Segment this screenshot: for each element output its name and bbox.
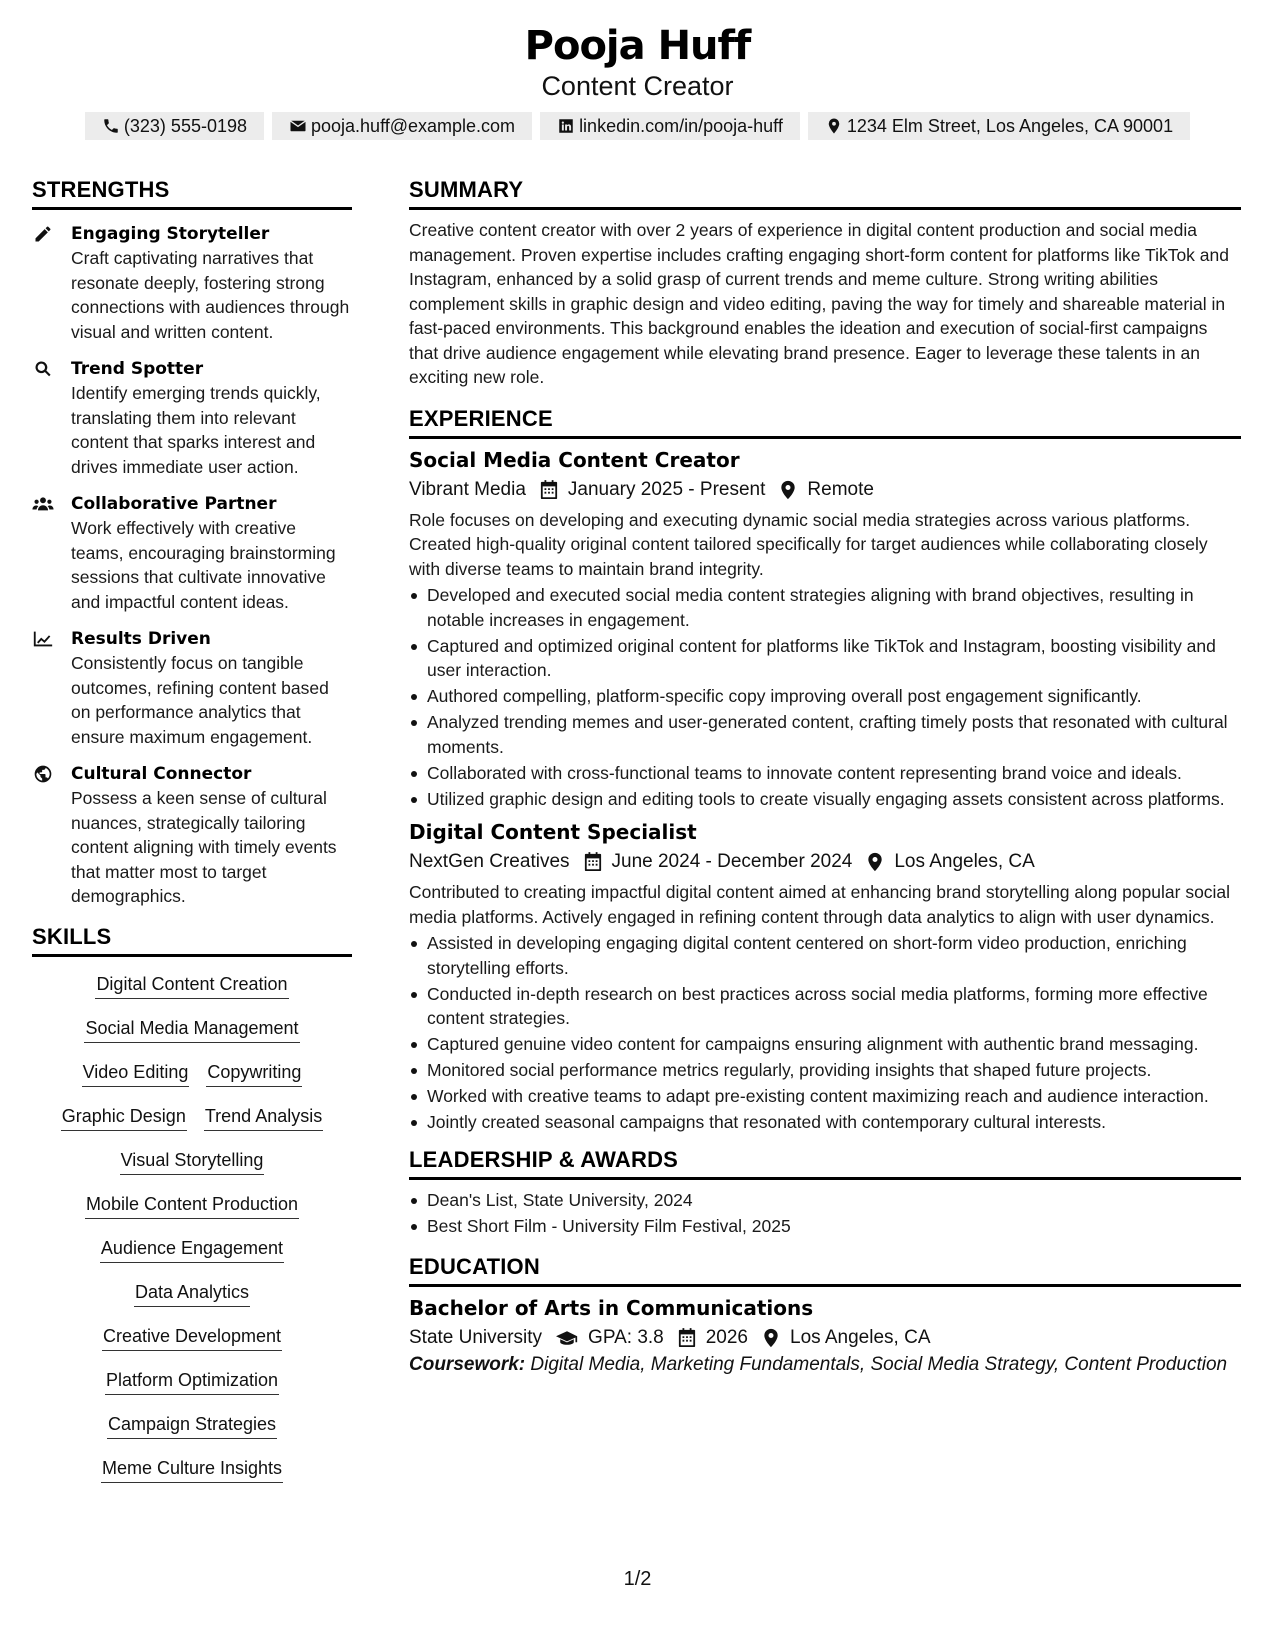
skill-tag: Data Analytics bbox=[134, 1278, 250, 1307]
strength-desc: Craft captivating narratives that resonate deeply, fostering strong connections with audiences through visual and written content. bbox=[71, 248, 350, 342]
magnifier-icon bbox=[32, 359, 54, 379]
job-description: Contributed to creating impactful digital content aimed at enhancing brand storytelling along popular social media platforms. Actively engaged in refining content through data analytics to align with user dynamics. bbox=[409, 882, 1231, 927]
skill-row bbox=[101, 1454, 283, 1483]
education-location: Los Angeles, CA bbox=[790, 1327, 931, 1348]
right-column bbox=[409, 175, 1241, 1377]
graduation-cap-icon bbox=[556, 1328, 578, 1348]
skill-tag: Mobile Content Production bbox=[85, 1190, 299, 1219]
skill-tag: Audience Engagement bbox=[100, 1234, 284, 1263]
leadership-heading: LEADERSHIP & AWARDS bbox=[409, 1145, 1241, 1180]
award-item: Dean's List, State University, 2024 bbox=[409, 1188, 1241, 1213]
strength-title: Trend Spotter bbox=[71, 359, 204, 379]
strengths-list bbox=[32, 222, 352, 909]
job-meta bbox=[409, 475, 1241, 505]
skill-tag: Digital Content Creation bbox=[95, 970, 288, 999]
experience-heading: EXPERIENCE bbox=[409, 404, 1241, 439]
linkedin-text: linkedin.com/in/pooja-huff bbox=[579, 115, 783, 136]
candidate-title: Content Creator bbox=[541, 71, 734, 101]
strength-desc: Work effectively with creative teams, encouraging brainstorming sessions that cultivate innovative and impactful content ideas. bbox=[71, 518, 336, 612]
contact-bar bbox=[0, 112, 1275, 140]
contact-address[interactable] bbox=[808, 112, 1190, 140]
summary-heading: SUMMARY bbox=[409, 175, 1241, 210]
skill-row bbox=[84, 1014, 299, 1043]
map-pin-icon bbox=[825, 117, 843, 135]
bullet-item: Conducted in-depth research on best practices across social media platforms, forming more effective content strategies. bbox=[409, 982, 1241, 1031]
skills-heading: SKILLS bbox=[32, 922, 352, 957]
bullet-item: Analyzed trending memes and user-generated content, crafting timely posts that resonated with cultural moments. bbox=[409, 710, 1241, 759]
email-text: pooja.huff@example.com bbox=[311, 115, 516, 136]
strength-item bbox=[32, 357, 352, 479]
summary-text: Creative content creator with over 2 years of experience in digital content production and social media management. Proven expertise includes crafting engaging short-form content for platforms like TikTok and Instagram, enhanced by a solid grasp of current trends and meme culture. Strong writing abilities complement skills in graphic design and video editing, paving the way for timely and shareable material in fast-paced environments. This background enables the ideation and execution of social-first campaigns that drive audience engagement while elevating brand presence. Eager to leverage these talents in an exciting new role. bbox=[409, 220, 1229, 387]
strength-item bbox=[32, 222, 352, 344]
bullet-item: Assisted in developing engaging digital content centered on short-form video production, enriching storytelling efforts. bbox=[409, 931, 1241, 980]
job-company: Vibrant Media bbox=[409, 478, 526, 500]
coursework-list: Digital Media, Marketing Fundamentals, Social Media Strategy, Content Production bbox=[530, 1354, 1228, 1375]
map-pin-icon bbox=[866, 852, 884, 872]
skill-tag: Visual Storytelling bbox=[120, 1146, 265, 1175]
skill-row bbox=[61, 1102, 323, 1131]
skill-tag: Social Media Management bbox=[84, 1014, 299, 1043]
skill-row bbox=[82, 1058, 303, 1087]
strength-item bbox=[32, 762, 352, 909]
bullet-item: Monitored social performance metrics regularly, providing insights that shaped future projects. bbox=[409, 1058, 1241, 1083]
job-bullets bbox=[409, 931, 1241, 1135]
calendar-icon bbox=[678, 1328, 696, 1348]
pencil-icon bbox=[32, 224, 54, 244]
skill-row bbox=[105, 1366, 279, 1395]
contact-email[interactable] bbox=[272, 112, 532, 140]
map-pin-icon bbox=[762, 1328, 780, 1348]
strength-title: Results Driven bbox=[71, 629, 211, 649]
strengths-heading: STRENGTHS bbox=[32, 175, 352, 210]
award-item: Best Short Film - University Film Festival, 2025 bbox=[409, 1214, 1241, 1239]
school-name: State University bbox=[409, 1327, 543, 1348]
job-location: Remote bbox=[807, 478, 874, 500]
job-dates: June 2024 - December 2024 bbox=[611, 851, 853, 872]
candidate-name: Pooja Huff bbox=[524, 23, 751, 69]
calendar-icon bbox=[584, 852, 602, 872]
skill-tag: Graphic Design bbox=[61, 1102, 187, 1131]
job-dates: January 2025 - Present bbox=[567, 478, 766, 500]
skill-row bbox=[107, 1410, 277, 1439]
contact-linkedin[interactable] bbox=[540, 112, 800, 140]
calendar-icon bbox=[540, 480, 558, 500]
strength-item bbox=[32, 492, 352, 614]
bullet-item: Developed and executed social media content strategies aligning with brand objectives, resulting in notable increases in engagement. bbox=[409, 583, 1241, 632]
strength-desc: Possess a keen sense of cultural nuances, strategically tailoring content aligning with timely events that matter most to target demographics. bbox=[71, 788, 337, 906]
bullet-item: Authored compelling, platform-specific copy improving overall post engagement significantly. bbox=[409, 684, 1241, 709]
left-column bbox=[32, 175, 352, 1483]
graduation-year: 2026 bbox=[705, 1327, 749, 1348]
envelope-icon bbox=[289, 117, 307, 135]
skill-tag: Creative Development bbox=[102, 1322, 282, 1351]
education-meta bbox=[409, 1323, 1241, 1353]
job-title: Digital Content Specialist bbox=[409, 820, 697, 844]
bullet-item: Captured and optimized original content for platforms like TikTok and Instagram, boosting visibility and user interaction. bbox=[409, 634, 1241, 683]
globe-icon bbox=[32, 764, 54, 784]
job-company: NextGen Creatives bbox=[409, 851, 570, 872]
skill-tag: Meme Culture Insights bbox=[101, 1454, 283, 1483]
chart-line-icon bbox=[32, 629, 54, 649]
address-text: 1234 Elm Street, Los Angeles, CA 90001 bbox=[846, 115, 1174, 136]
job-bullets bbox=[409, 583, 1241, 811]
skill-tag: Copywriting bbox=[206, 1058, 302, 1087]
skill-row bbox=[100, 1234, 284, 1263]
education-heading: EDUCATION bbox=[409, 1252, 1241, 1287]
bullet-item: Collaborated with cross-functional teams to innovate content representing brand voice and ideals. bbox=[409, 761, 1241, 786]
skill-tag: Campaign Strategies bbox=[107, 1410, 277, 1439]
skill-tag: Trend Analysis bbox=[204, 1102, 323, 1131]
strength-desc: Identify emerging trends quickly, translating them into relevant content that sparks interest and drives immediate user action. bbox=[71, 383, 321, 477]
degree-title: Bachelor of Arts in Communications bbox=[409, 1296, 814, 1320]
users-icon bbox=[32, 494, 54, 514]
coursework bbox=[409, 1353, 1241, 1377]
bullet-item: Captured genuine video content for campaigns ensuring alignment with authentic brand messaging. bbox=[409, 1032, 1241, 1057]
job-entry bbox=[409, 445, 1241, 812]
phone-icon bbox=[102, 117, 120, 135]
contact-phone[interactable] bbox=[85, 112, 264, 140]
skill-tag: Platform Optimization bbox=[105, 1366, 279, 1395]
skill-row bbox=[85, 1190, 299, 1219]
job-meta bbox=[409, 847, 1241, 877]
strength-item bbox=[32, 627, 352, 749]
strength-title: Cultural Connector bbox=[71, 764, 252, 784]
coursework-label: Coursework: bbox=[409, 1354, 526, 1375]
bullet-item: Worked with creative teams to adapt pre-existing content maximizing reach and audience interaction. bbox=[409, 1084, 1241, 1109]
bullet-item: Utilized graphic design and editing tools to create visually engaging assets consistent across platforms. bbox=[409, 787, 1241, 812]
strength-desc: Consistently focus on tangible outcomes, refining content based on performance analytics that ensure maximum engagement. bbox=[71, 653, 329, 747]
skill-row bbox=[120, 1146, 265, 1175]
job-description: Role focuses on developing and executing dynamic social media strategies across various platforms. Created high-quality original content tailored specifically for target audiences while collaborating closely with diverse teams to maintain brand integrity. bbox=[409, 509, 1208, 579]
bullet-item: Jointly created seasonal campaigns that resonated with contemporary cultural interests. bbox=[409, 1110, 1241, 1135]
job-location: Los Angeles, CA bbox=[894, 851, 1035, 872]
skills-list bbox=[32, 970, 352, 1483]
skill-row bbox=[102, 1322, 282, 1351]
map-pin-icon bbox=[779, 480, 797, 500]
phone-text: (323) 555-0198 bbox=[123, 115, 247, 136]
job-title: Social Media Content Creator bbox=[409, 447, 740, 472]
strength-title: Collaborative Partner bbox=[71, 494, 277, 514]
gpa-text: GPA: 3.8 bbox=[588, 1327, 664, 1348]
strength-title: Engaging Storyteller bbox=[71, 224, 270, 244]
linkedin-icon bbox=[557, 117, 575, 135]
skill-row bbox=[134, 1278, 250, 1307]
resume-header bbox=[0, 22, 1275, 140]
skill-tag: Video Editing bbox=[82, 1058, 190, 1087]
page-number: 1/2 bbox=[623, 1568, 652, 1590]
leadership-list bbox=[409, 1188, 1241, 1239]
skill-row bbox=[95, 970, 288, 999]
job-entry bbox=[409, 817, 1241, 1135]
